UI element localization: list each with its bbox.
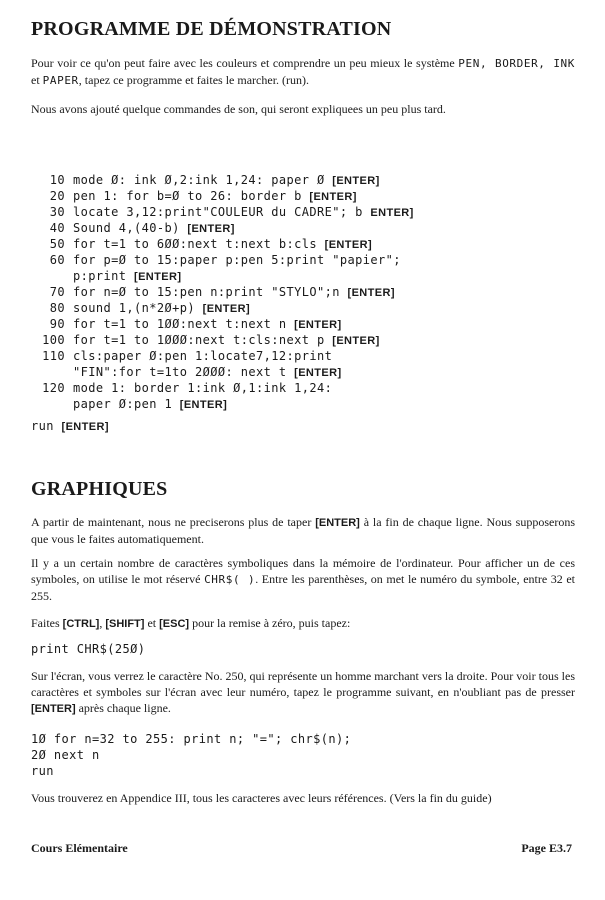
line-code: for n=Ø to 15:pen n:print "STYLO";n [73, 285, 340, 299]
line-code: Sound 4,(40-b) [73, 221, 180, 235]
line-code: mode 1: border 1:ink Ø,1:ink 1,24: [73, 381, 333, 395]
enter-key: ENTER] [370, 207, 414, 219]
enter-key: [ENTER] [294, 367, 342, 379]
program-line [36, 252, 596, 268]
line-code: for t=1 to 6ØØ:next t:next b:cls [73, 237, 317, 251]
program-line [36, 396, 596, 412]
sound-note-paragraph: Nous avons ajouté quelque commandes de son, qui seront expliquees un peu plus tard. [31, 102, 446, 116]
enter-key: [ENTER] [179, 399, 228, 411]
enter-key: [ENTER] [187, 223, 235, 235]
enter-key: [ENTER] [294, 319, 342, 331]
line-code: paper Ø:pen 1 [73, 397, 173, 411]
line-code: mode Ø: ink Ø,2:ink 1,24: paper Ø [73, 173, 325, 187]
line-number: 80 [49, 301, 65, 315]
line-code: p:print [73, 269, 127, 283]
run-command: run [ENTER] [31, 419, 109, 433]
enter-key: [ENTER] [347, 287, 395, 299]
character-program-listing [31, 731, 351, 779]
line-number: 40 [49, 221, 65, 235]
line-number: 60 [49, 253, 65, 267]
program-line [36, 268, 596, 284]
line-code: "FIN":for t=1to 2ØØØ: next t [73, 365, 287, 379]
line-number: 90 [49, 317, 65, 331]
program-line [36, 300, 596, 316]
enter-key: [ENTER] [332, 175, 380, 187]
footer-page-number: Page E3.7 [521, 841, 572, 855]
line-number: 20 [49, 189, 65, 203]
graphics-title: GRAPHIQUES [31, 478, 168, 500]
line-number: 70 [49, 285, 65, 299]
demo-program-listing [36, 172, 596, 412]
line-number: 100 [42, 333, 65, 347]
section-title: PROGRAMME DE DÉMONSTRATION [31, 18, 392, 40]
enter-key: [ENTER] [202, 303, 251, 315]
intro-paragraph: Pour voir ce qu'on peut faire avec les couleurs et comprendre un peu mieux le système PEN, BORDER, INK et PAPER, tapez ce programme et faites le marcher. (run). [31, 56, 575, 87]
program-line [36, 380, 596, 396]
line-number: 50 [49, 237, 65, 251]
line-code: locate 3,12:print"COULEUR du CADRE"; b [73, 205, 363, 219]
line-number: 10 [49, 173, 65, 187]
code-line: run [31, 764, 54, 778]
print-command: print CHR$(25Ø) [31, 642, 146, 656]
line-code: pen 1: for b=Ø to 26: border b [73, 189, 302, 203]
code-line: 2Ø next n [31, 748, 100, 762]
program-line [36, 188, 596, 204]
line-code: cls:paper Ø:pen 1:locate7,12:print [73, 349, 333, 363]
program-line [36, 284, 596, 300]
enter-key: [ENTER] [134, 271, 182, 283]
program-line [36, 332, 596, 348]
enter-note-paragraph: A partir de maintenant, nous ne preciserons plus de taper [ENTER] à la fin de chaque ligne. Nous supposerons que vous le faites automatiquement. [31, 515, 576, 546]
program-line [36, 316, 596, 332]
line-number: 120 [42, 381, 65, 395]
program-line [36, 220, 596, 236]
line-code: for t=1 to 1ØØ:next t:next n [73, 317, 287, 331]
code-line: 1Ø for n=32 to 255: print n; "="; chr$(n); [31, 732, 352, 746]
footer-course-name: Cours Elémentaire [31, 841, 128, 855]
program-line [36, 364, 596, 380]
line-number: 30 [49, 205, 65, 219]
program-line [36, 204, 596, 220]
chr-paragraph: Il y a un certain nombre de caractères symboliques dans la mémoire de l'ordinateur. Pour afficher un de ces symboles, on utilise le mot réservé CHR$( ). Entre les parenthèses, on met le numéro du symbole, entre 32 et 255. [31, 556, 575, 603]
enter-key: [ENTER] [309, 191, 357, 203]
program-line [36, 348, 596, 364]
reset-paragraph: Faites [CTRL], [SHIFT] et [ESC] pour la remise à zéro, puis tapez: [31, 616, 351, 630]
appendix-paragraph: Vous trouverez en Appendice III, tous les caracteres avec leurs références. (Vers la fin du guide) [31, 791, 492, 805]
program-line [36, 236, 596, 252]
character-paragraph: Sur l'écran, vous verrez le caractère No. 250, qui représente un homme marchant vers la droite. Pour voir tous les caractères et symboles sur l'écran avec leur numéro, tapez le programme suivant, en n'oubliant pas de presser [ENTER] après chaque ligne. [31, 669, 575, 715]
enter-key: [ENTER] [324, 239, 373, 251]
enter-key: [ENTER] [332, 335, 380, 347]
line-number: 110 [42, 349, 65, 363]
line-code: sound 1,(n*2Ø+p) [73, 301, 195, 315]
line-code: for t=1 to 1ØØØ:next t:cls:next p [73, 333, 325, 347]
program-line [36, 172, 596, 188]
line-code: for p=Ø to 15:paper p:pen 5:print "papier"; [73, 253, 401, 267]
